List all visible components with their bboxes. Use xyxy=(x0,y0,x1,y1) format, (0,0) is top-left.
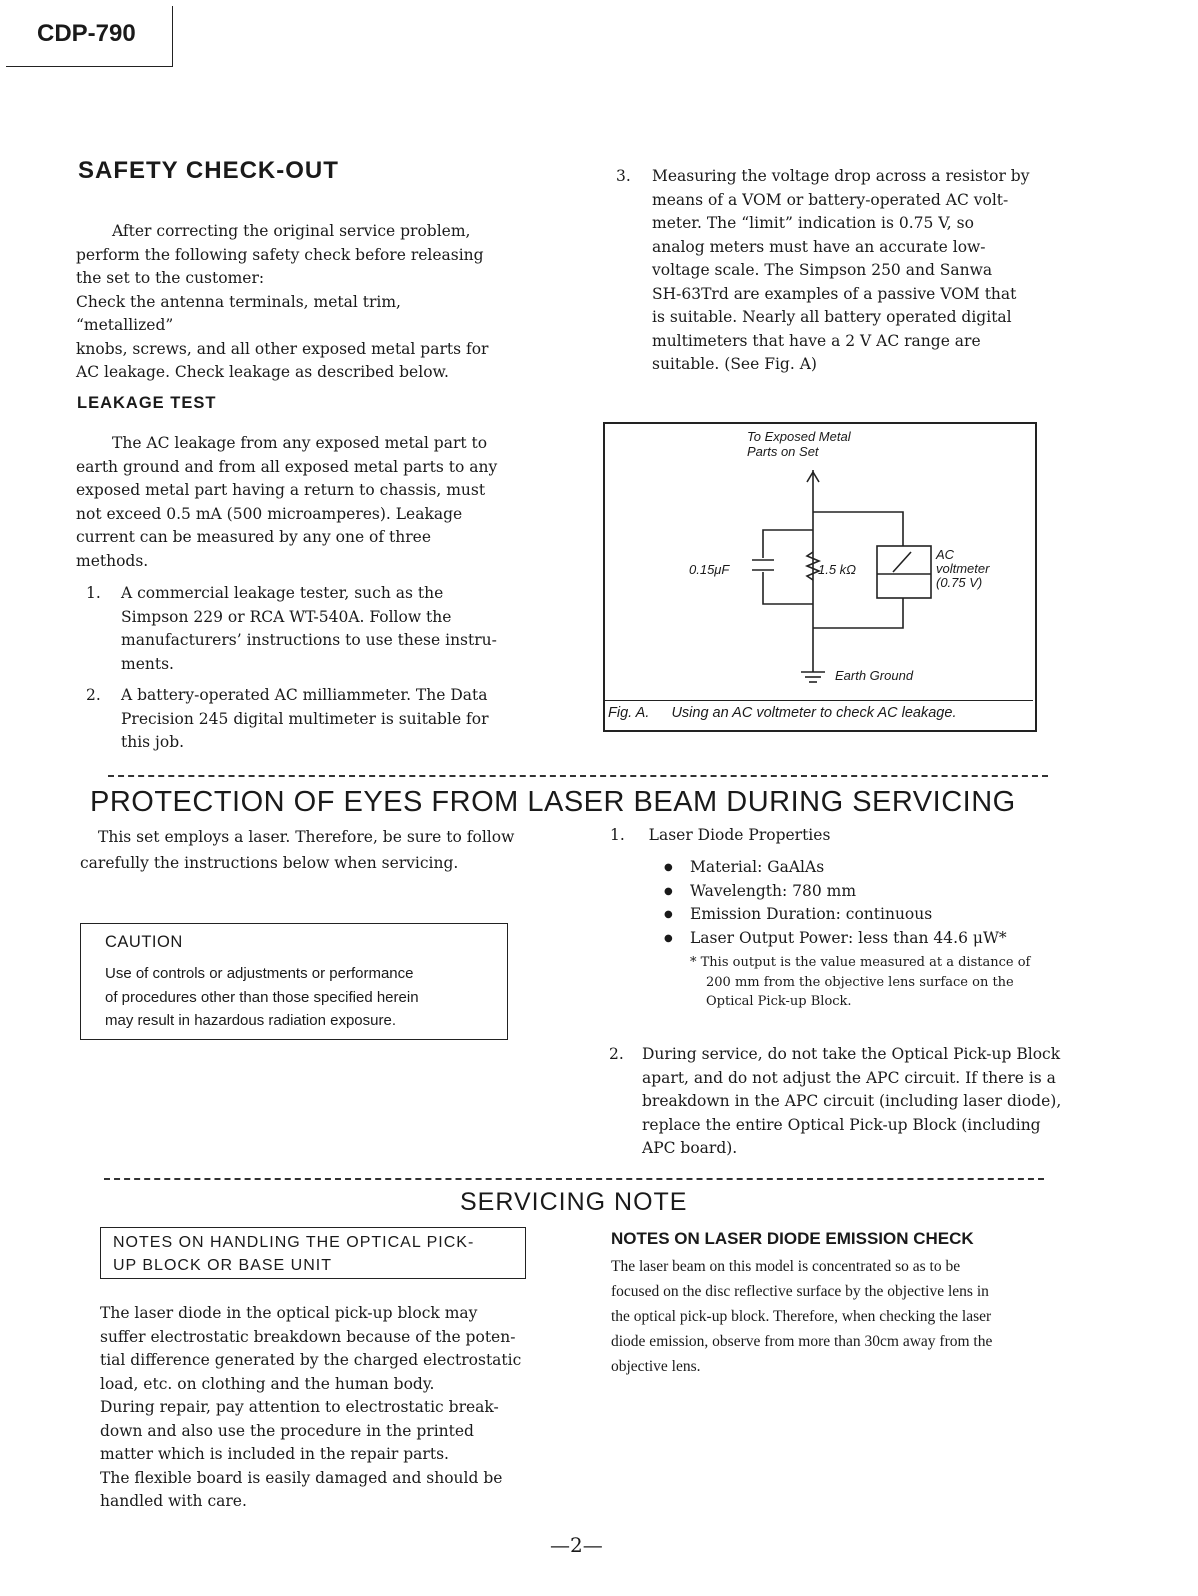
safety-title: SAFETY CHECK-OUT xyxy=(78,157,339,184)
method-number: 3. xyxy=(616,167,631,185)
resistor-label: 1.5 kΩ xyxy=(818,562,857,577)
model-number: CDP-790 xyxy=(37,20,136,47)
caution-title: CAUTION xyxy=(105,933,183,951)
text-line: suitable. (See Fig. A) xyxy=(652,355,817,373)
text-line: UP BLOCK OR BASE UNIT xyxy=(113,1257,332,1274)
text-line: of procedures other than those specified herein xyxy=(105,988,419,1006)
text-line: Simpson 229 or RCA WT-540A. Follow the xyxy=(121,607,452,626)
text-line: A battery-operated AC milliammeter. The Data xyxy=(121,686,488,704)
text-line: suffer electrostatic breakdown because of the poten- xyxy=(100,1327,516,1346)
text-line: NOTES ON HANDLING THE OPTICAL PICK- xyxy=(113,1234,475,1251)
laser-properties xyxy=(664,856,1064,950)
laser-intro xyxy=(80,824,558,876)
text-line: breakdown in the APC circuit (including laser diode), xyxy=(642,1092,1062,1110)
text-line: diode emission, observe from more than 30cm away from the xyxy=(611,1333,993,1350)
text-line: tial difference generated by the charged electrostatic xyxy=(100,1351,522,1369)
servicing-title: SERVICING NOTE xyxy=(460,1188,688,1216)
text-line: During repair, pay attention to electrostatic break- xyxy=(100,1398,499,1416)
list-item: ● Wavelength: 780 mm xyxy=(664,880,1064,904)
text-line: current can be measured by any one of three xyxy=(76,528,432,546)
handling-title xyxy=(113,1231,474,1277)
text-line: this job. xyxy=(121,733,185,751)
label-line: (0.75 V) xyxy=(936,575,983,590)
section-divider xyxy=(104,1178,1044,1180)
text-line: meter. The “limit” indication is 0.75 V, so xyxy=(652,214,974,232)
text-line: replace the entire Optical Pick-up Block (including xyxy=(642,1115,1041,1134)
text-line: During service, do not take the Optical Pick-up Block xyxy=(642,1045,1061,1063)
handling-title-box xyxy=(100,1227,526,1279)
text-line: manufacturers’ instructions to use these instru- xyxy=(121,631,497,649)
voltmeter-label xyxy=(936,548,989,590)
list-item: ● Material: GaAlAs xyxy=(664,856,1064,880)
text-line: 200 mm from the objective lens surface on the xyxy=(706,974,1014,990)
safety-intro xyxy=(76,220,500,385)
text-line: * This output is the value measured at a distance of xyxy=(690,955,1031,970)
method-number: 1. xyxy=(86,584,101,602)
text-line: exposed metal part having a return to chassis, must xyxy=(76,481,486,499)
text-line: A commercial leakage tester, such as the xyxy=(121,584,444,602)
text-line: carefully the instructions below when servicing. xyxy=(80,854,459,872)
text-line: matter which is included in the repair parts. xyxy=(100,1445,449,1463)
laser-item-1 xyxy=(610,824,830,848)
caution-text xyxy=(105,962,419,1033)
text-line: The laser diode in the optical pick-up block may xyxy=(100,1304,478,1322)
item-number: 1. xyxy=(610,826,625,844)
label-line: To Exposed Metal xyxy=(747,429,851,444)
bottom-branch-wire xyxy=(813,598,903,628)
capacitor-label: 0.15μF xyxy=(689,562,730,577)
text-line: Check the antenna terminals, metal trim, “metallized” xyxy=(76,292,401,334)
text-line: Measuring the voltage drop across a resistor by xyxy=(652,167,1030,185)
text-line: APC board). xyxy=(642,1139,738,1157)
cap-top-wire xyxy=(763,530,813,558)
text-line: analog meters must have an accurate low- xyxy=(652,237,986,256)
method-1 xyxy=(86,582,506,676)
text-line: handled with care. xyxy=(100,1492,247,1510)
method-number: 2. xyxy=(86,686,101,704)
text-line: the optical pick-up block. Therefore, when checking the laser xyxy=(611,1308,992,1325)
label-line: AC xyxy=(936,547,955,562)
text-line: the set to the customer: xyxy=(76,269,265,287)
text-line: Use of controls or adjustments or performance xyxy=(105,965,414,982)
text-line: down and also use the procedure in the printed xyxy=(100,1421,474,1440)
label-line: Parts on Set xyxy=(747,444,819,459)
top-branch-wire xyxy=(813,512,903,546)
laser-item-2 xyxy=(609,1043,1069,1161)
label-line: voltmeter xyxy=(936,561,990,576)
figure-a xyxy=(603,422,1037,732)
caption-text: Using an AC voltmeter to check AC leakage. xyxy=(671,705,957,721)
emission-title: NOTES ON LASER DIODE EMISSION CHECK xyxy=(611,1229,974,1248)
text-line: earth ground and from all exposed metal parts to any xyxy=(76,457,498,476)
text-line: apart, and do not adjust the APC circuit. If there is a xyxy=(642,1068,1056,1087)
text-line: multimeters that have a 2 V AC range are xyxy=(652,331,981,350)
list-item: ● Emission Duration: continuous xyxy=(664,903,1064,927)
text-line: AC leakage. Check leakage as described below. xyxy=(76,363,449,381)
leakage-text xyxy=(76,432,500,573)
text-line: focused on the disc reflective surface by the objective lens in xyxy=(611,1283,989,1300)
voltmeter-box xyxy=(877,546,931,598)
page-number: —2— xyxy=(550,1533,603,1557)
text-line: Optical Pick-up Block. xyxy=(706,994,852,1009)
text-line: The AC leakage from any exposed metal part to xyxy=(112,434,488,452)
top-label xyxy=(747,429,851,459)
text-line: The laser beam on this model is concentrated so as to be xyxy=(611,1258,961,1275)
text-line: may result in hazardous radiation exposure. xyxy=(105,1012,396,1029)
item-title: Laser Diode Properties xyxy=(648,826,831,844)
caption-number: Fig. A. xyxy=(608,705,650,721)
method-3 xyxy=(616,165,1036,377)
handling-text xyxy=(100,1302,526,1514)
laser-title: PROTECTION OF EYES FROM LASER BEAM DURING SERVICING xyxy=(90,786,1016,818)
text-line: Precision 245 digital multimeter is suitable for xyxy=(121,709,489,728)
text-line: load, etc. on clothing and the human body. xyxy=(100,1374,435,1393)
section-divider xyxy=(108,775,1048,777)
text-line: not exceed 0.5 mA (500 microamperes). Leakage xyxy=(76,504,463,523)
text-line: SH-63Trd are examples of a passive VOM that xyxy=(652,284,1017,303)
text-line: ments. xyxy=(121,654,174,673)
text-line: perform the following safety check before releasing xyxy=(76,245,484,264)
text-line: methods. xyxy=(76,551,149,570)
text-line: After correcting the original service problem, xyxy=(112,222,471,240)
text-line: This set employs a laser. Therefore, be sure to follow xyxy=(98,828,515,846)
caption-divider xyxy=(605,700,1033,701)
text-line: knobs, screws, and all other exposed metal parts for xyxy=(76,339,489,358)
laser-footnote xyxy=(690,953,1070,1012)
item-number: 2. xyxy=(609,1045,624,1063)
caution-box xyxy=(80,923,508,1040)
text-line: means of a VOM or battery-operated AC volt- xyxy=(652,190,1009,209)
emission-text xyxy=(611,1254,1091,1379)
text-line: objective lens. xyxy=(611,1358,701,1375)
ground-label: Earth Ground xyxy=(835,668,914,683)
text-line: is suitable. Nearly all battery operated digital xyxy=(652,308,1012,326)
list-item: ● Laser Output Power: less than 44.6 μW* xyxy=(664,927,1064,951)
text-line: The flexible board is easily damaged and should be xyxy=(100,1468,503,1487)
method-2 xyxy=(86,684,506,755)
figure-caption xyxy=(608,705,956,721)
text-line: voltage scale. The Simpson 250 and Sanwa xyxy=(652,261,993,279)
voltmeter-needle xyxy=(893,552,911,572)
leakage-test-title: LEAKAGE TEST xyxy=(77,394,217,412)
cap-bottom-wire xyxy=(763,572,813,604)
